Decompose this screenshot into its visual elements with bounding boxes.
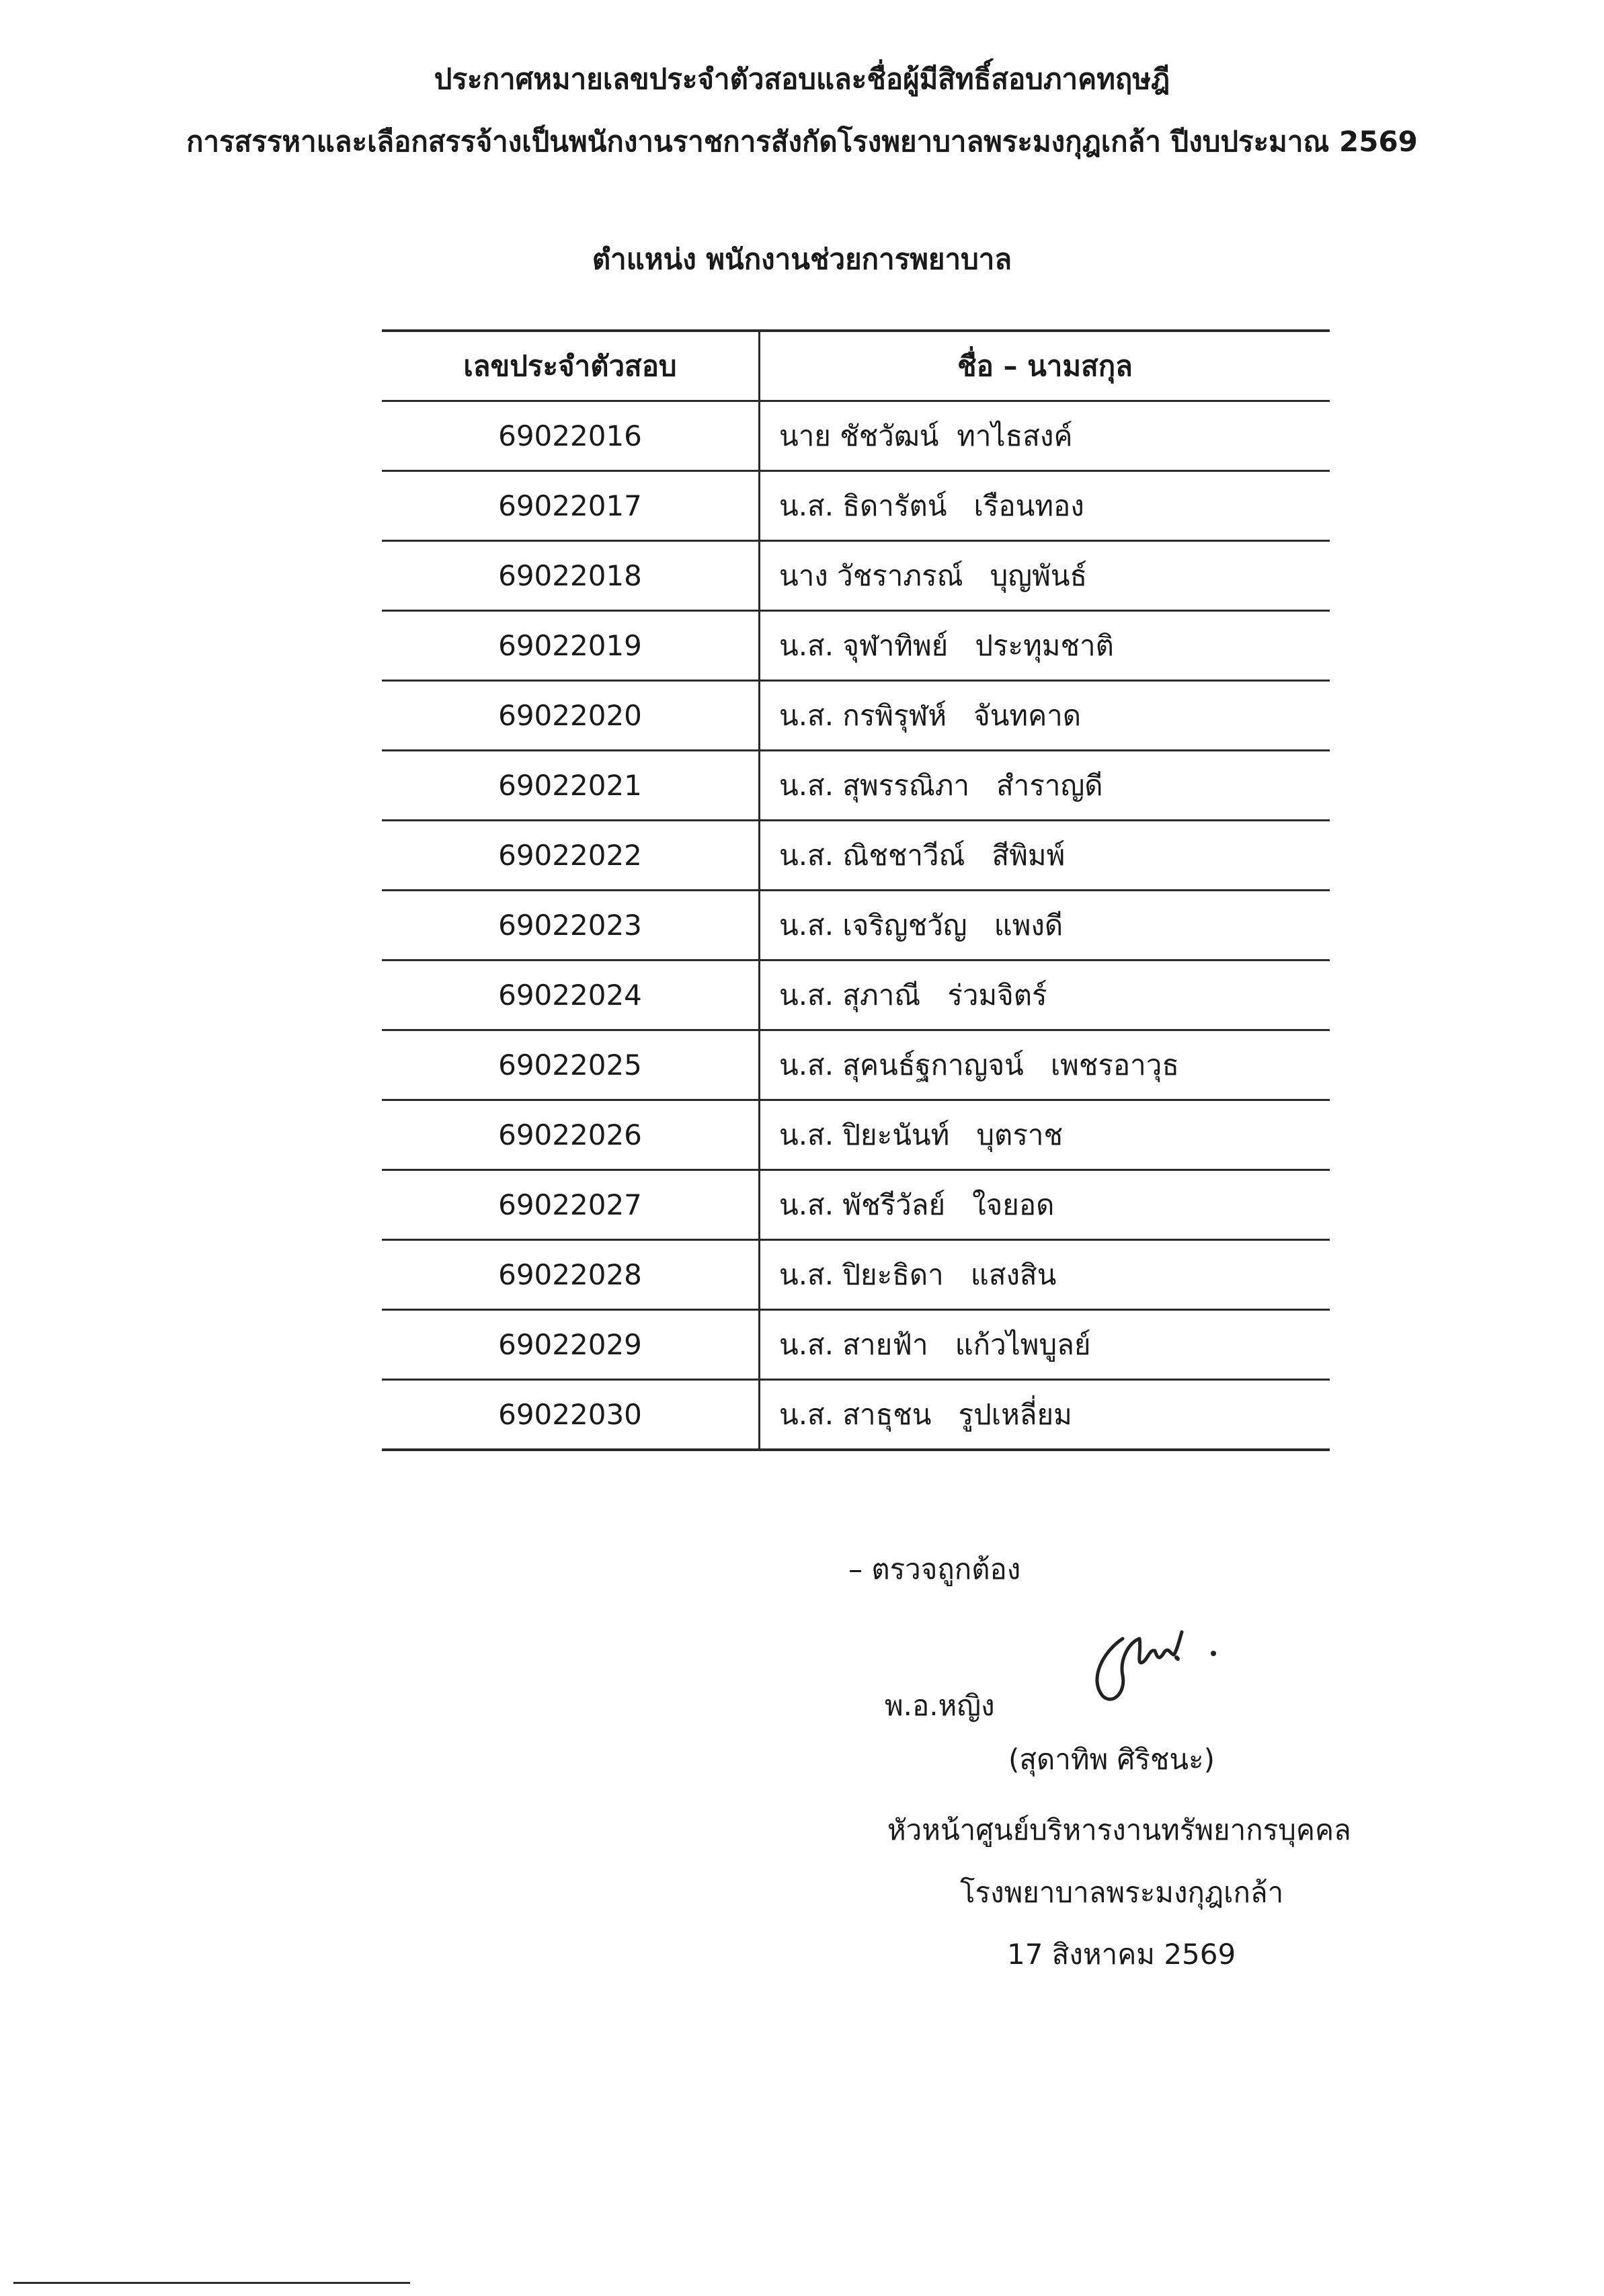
candidate-name-cell [760, 541, 1330, 611]
candidate-name-cell [760, 611, 1330, 681]
table-row [382, 1240, 1330, 1310]
exam-id-cell: 69022022 [382, 821, 760, 891]
document-date: 17 สิงหาคม 2569 [1007, 1938, 1236, 1971]
candidate-name: น.ส. กรพิรุฬห์ จันทคาด [779, 698, 1082, 732]
candidate-name: นาง วัชราภรณ์ บุญพันธ์ [779, 559, 1088, 592]
table-row [382, 611, 1330, 681]
table-row [382, 1100, 1330, 1170]
verified-note: – ตรวจถูกต้อง [848, 1553, 1021, 1586]
candidate-name: น.ส. ณิชชาวีณ์ สีพิมพ์ [779, 838, 1066, 872]
candidate-name: น.ส. สาธุชน รูปเหลี่ยม [779, 1397, 1072, 1431]
signer-title: หัวหน้าศูนย์บริหารงานทรัพยากรบุคคล [887, 1813, 1351, 1846]
signer-organization: โรงพยาบาลพระมงกุฎเกล้า [960, 1876, 1284, 1909]
exam-id-cell: 69022028 [382, 1240, 760, 1310]
exam-id-cell: 69022030 [382, 1380, 760, 1450]
candidate-name-cell [760, 1240, 1330, 1310]
exam-id-cell: 69022024 [382, 960, 760, 1030]
candidate-name-cell [760, 1100, 1330, 1170]
candidate-name: น.ส. ปิยะธิดา แสงสิน [779, 1258, 1057, 1291]
exam-id-cell: 69022018 [382, 541, 760, 611]
candidate-name: น.ส. สุพรรณิภา สำราญดี [779, 768, 1103, 802]
column-header-exam-id: เลขประจำตัวสอบ [382, 331, 760, 401]
exam-id-cell: 69022019 [382, 611, 760, 681]
table-row [382, 1030, 1330, 1100]
table-row [382, 960, 1330, 1030]
candidate-name: นาย ชัชวัฒน์ ทาไธสงค์ [779, 419, 1073, 452]
exam-id-cell: 69022020 [382, 681, 760, 751]
candidate-name: น.ส. ปิยะนันท์ บุตราช [779, 1118, 1063, 1151]
candidate-name: น.ส. พัชรีวัลย์ ใจยอด [779, 1188, 1055, 1221]
candidate-name-cell [760, 1310, 1330, 1380]
candidate-name: น.ส. สายฟ้า แก้วไพบูลย์ [779, 1327, 1091, 1361]
candidate-name-cell [760, 751, 1330, 821]
exam-id-cell: 69022021 [382, 751, 760, 821]
table-header-row [382, 331, 1330, 401]
candidate-name-cell [760, 1380, 1330, 1450]
announcement-title: ประกาศหมายเลขประจำตัวสอบและชื่อผู้มีสิทธิ์สอบภาคทฤษฎี [434, 63, 1170, 95]
candidate-name-cell [760, 1170, 1330, 1240]
candidate-name-cell [760, 821, 1330, 891]
candidate-name-cell [760, 1030, 1330, 1100]
exam-id-cell: 69022023 [382, 891, 760, 960]
signer-rank: พ.อ.หญิง [885, 1689, 995, 1722]
exam-id-cell: 69022016 [382, 401, 760, 471]
exam-id-cell: 69022027 [382, 1170, 760, 1240]
table-row [382, 681, 1330, 751]
column-header-full-name: ชื่อ – นามสกุล [760, 331, 1330, 401]
position-heading: ตำแหน่ง พนักงานช่วยการพยาบาล [592, 243, 1012, 276]
candidate-name: น.ส. สุคนธ์ฐกาญจน์ เพชรอาวุธ [779, 1048, 1179, 1081]
table-row [382, 821, 1330, 891]
candidate-name-cell [760, 891, 1330, 960]
exam-id-cell: 69022017 [382, 471, 760, 541]
candidate-name-cell [760, 960, 1330, 1030]
exam-id-cell: 69022025 [382, 1030, 760, 1100]
footer-divider [13, 2282, 410, 2284]
table-row [382, 891, 1330, 960]
exam-id-cell: 69022026 [382, 1100, 760, 1170]
table-row [382, 471, 1330, 541]
table-row [382, 751, 1330, 821]
candidate-name-cell [760, 471, 1330, 541]
announcement-subtitle: การสรรหาและเลือกสรรจ้างเป็นพนักงานราชการสังกัดโรงพยาบาลพระมงกุฎเกล้า ปีงบประมาณ 2569 [186, 125, 1418, 158]
candidate-name: น.ส. จุฬาทิพย์ ประทุมชาติ [779, 628, 1114, 662]
candidate-table [382, 329, 1330, 1451]
table-row [382, 1310, 1330, 1380]
handwritten-signature [1076, 1612, 1230, 1713]
table-body [382, 401, 1330, 1450]
exam-id-cell: 69022029 [382, 1310, 760, 1380]
candidate-name: น.ส. ธิดารัตน์ เรือนทอง [779, 489, 1084, 522]
table-row [382, 401, 1330, 471]
candidate-name: น.ส. สุภาณี ร่วมจิตร์ [779, 978, 1047, 1012]
table-row [382, 541, 1330, 611]
candidate-name: น.ส. เจริญชวัญ แพงดี [779, 908, 1064, 942]
signer-name: (สุดาทิพ ศิริชนะ) [1008, 1743, 1215, 1776]
table-row [382, 1380, 1330, 1450]
table-row [382, 1170, 1330, 1240]
candidate-name-cell [760, 401, 1330, 471]
candidate-name-cell [760, 681, 1330, 751]
